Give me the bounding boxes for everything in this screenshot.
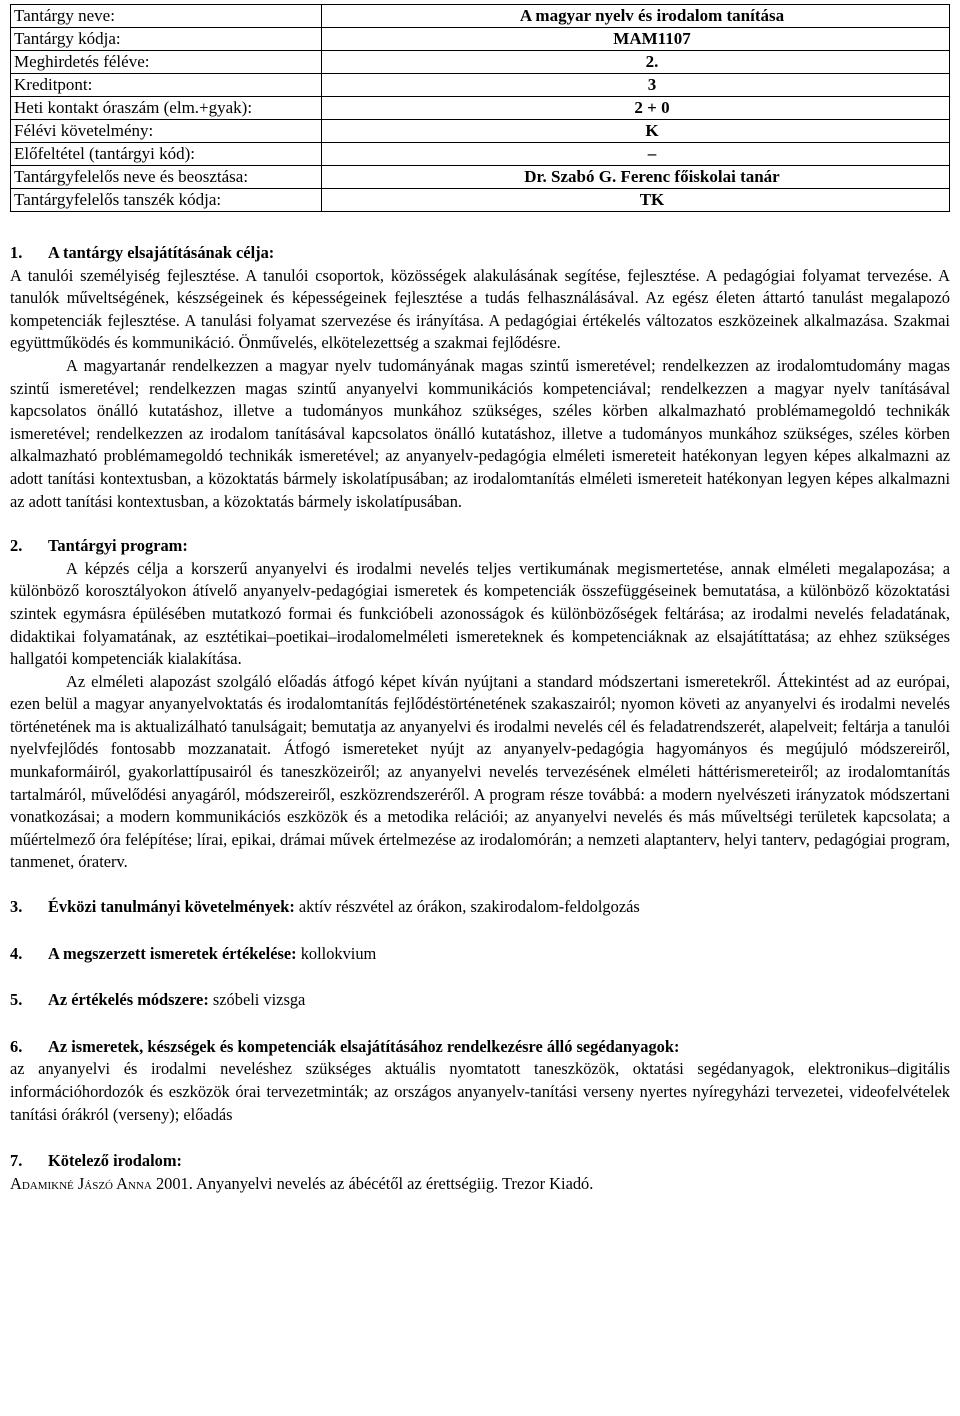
- info-value: –: [322, 143, 950, 166]
- info-value: K: [322, 120, 950, 143]
- info-value: A magyar nyelv és irodalom tanítása: [322, 5, 950, 28]
- info-row: [11, 51, 950, 74]
- section-evaluation: [10, 943, 950, 966]
- section-number: 6.: [10, 1036, 23, 1056]
- section-title: Az ismeretek, készségek és kompetenciák elsajátításához rendelkezésre álló segédanyagok:: [48, 1036, 680, 1056]
- section-title: A tantárgy elsajátításának célja:: [48, 243, 275, 262]
- section-program: [10, 535, 950, 874]
- info-row: [11, 189, 950, 212]
- document-page: [10, 4, 950, 1195]
- section-title: A megszerzett ismeretek értékelése:: [48, 943, 297, 963]
- info-value: MAM1107: [322, 28, 950, 51]
- paragraph: A képzés célja a korszerű anyanyelvi és irodalmi nevelés teljes vertikumának megismertetése, annak elméleti megalapozása; a különböző korosztályokon átívelő anyanyelv-pedagógiai ismeretek és kompetenciák összefüggéseinek bemutatása, a különböző közoktatási szintek egymásra épülésében mutatkozó formai és funkcióbeli azonosságok és különbözőségek feltárása; az irodalmi nevelés feladatának, didaktikai folyamatának, az esztétikai–poetikai–irodalomelméleti ismereteknek és kompetenciáknak az elsajátíttatása; az ehhez szükséges hallgatói kompetenciák kialakítása.: [10, 558, 950, 669]
- section-number: 2.: [10, 536, 23, 556]
- info-row: [11, 28, 950, 51]
- paragraph: Az elméleti alapozást szolgáló előadás átfogó képet kíván nyújtani a standard módszertani ismeretekről. Áttekintést ad az európai, ezen belül a magyar anyanyelvoktatás és irodalomtanítás fejlődéstörténetének szakaszairól; nyomon követi az anyanyelvi és irodalmi nevelés történetének ma is aktualizálható tanulságait; bemutatja az anyanyelvi és irodalmi nevelés cél és feladatrendszerét, alapelveit; feltárja a tanulói nyelvfejlődés fontosabb mozzanatait. Átfogó ismereteket nyújt az anyanyelv-pedagógia hagyományos és megújuló módszereiről, munkaformáiról, gyakorlattípusairól és taneszközeiről; az anyanyelvi nevelés tervezésének elméleti háttérismereteiről; az irodalomtanítás tartalmáról, művelődési anyagáról, módszereiről, eszközrendszeréről. A program része továbbá: a modern nyelvészeti irányzatok módszertani vonatkozásai; a modern kommunikációs eszközök és a metodika relációi; az anyanyelvi nevelés és más műveltségi területek kapcsolata; a műértelmező óra felépítése; lírai, epikai, drámai művek értelmezése az irodalomórán; a nemzeti alaptanterv, helyi tanterv, pedagógiai program, tanmenet, óraterv.: [10, 671, 950, 872]
- info-value: 3: [322, 74, 950, 97]
- info-value: TK: [322, 189, 950, 212]
- info-label: Tantárgyfelelős tanszék kódja:: [11, 189, 322, 212]
- section-title: Az értékelés módszere:: [48, 990, 209, 1010]
- info-row: [11, 97, 950, 120]
- section-goals: [10, 242, 950, 513]
- section-heading: [10, 535, 950, 558]
- section-text: kollokvium: [296, 943, 377, 963]
- info-row: [11, 166, 950, 189]
- section-number: 7.: [10, 1151, 23, 1171]
- section-number: 5.: [10, 990, 23, 1010]
- info-label: Tantárgyfelelős neve és beosztása:: [11, 166, 322, 189]
- section-heading: [10, 1150, 950, 1173]
- section-text: szóbeli vizsga: [208, 990, 306, 1010]
- info-row: [11, 120, 950, 143]
- citation-author: Adamikné Jászó Anna: [10, 1173, 152, 1193]
- citation-text: 2001. Anyanyelvi nevelés az ábécétől az érettségiig. Trezor Kiadó.: [151, 1173, 594, 1193]
- info-row: [11, 5, 950, 28]
- section-materials: [10, 1036, 950, 1126]
- section-heading: [10, 242, 950, 265]
- info-label: Kreditpont:: [11, 74, 322, 97]
- info-value: 2 + 0: [322, 97, 950, 120]
- section-evaluation-method: [10, 989, 950, 1012]
- section-heading: [10, 1036, 950, 1059]
- section-literature: [10, 1150, 950, 1195]
- info-value: 2.: [322, 51, 950, 74]
- info-label: Tantárgy neve:: [11, 5, 322, 28]
- section-text: aktív részvétel az órákon, szakirodalom-feldolgozás: [294, 897, 640, 917]
- section-number: 4.: [10, 943, 23, 963]
- info-label: Meghirdetés féléve:: [11, 51, 322, 74]
- section-title: Évközi tanulmányi követelmények:: [48, 897, 295, 917]
- section-title: Kötelező irodalom:: [48, 1151, 182, 1171]
- section-requirements: [10, 896, 950, 919]
- info-row: [11, 143, 950, 166]
- paragraph: az anyanyelvi és irodalmi neveléshez szükséges aktuális nyomtatott taneszközök, oktatási segédanyagok, elektronikus–digitális információhordozók és eszközök órai tervezetminták; az országos anyanyelv-tanítási verseny nyertes nyíregyházi tervezetei, videofelvételek tanítási órákról (verseny); előadás: [10, 1059, 950, 1124]
- section-number: 3.: [10, 897, 23, 917]
- paragraph: A magyartanár rendelkezzen a magyar nyelv tudományának magas szintű ismeretével; rendelkezzen az irodalomtudomány magas szintű ismeretével; rendelkezzen magas szintű anyanyelvi kommunikációs kompetenciával; rendelkezzen a magyar nyelv tanításával kapcsolatos önálló kutatáshoz, illetve a tudományos munkához szükséges, széles körben alkalmazható problémamegoldó technikák ismeretével; rendelkezzen az irodalom tanításával kapcsolatos önálló kutatáshoz, illetve a tudományos munkához szükséges, széles körben alkalmazható problémamegoldó technikák ismeretével; az anyanyelv-pedagógia elméleti ismereteit hatékonyan legyen képes alkalmazni az adott tanítási kontextusban, a közoktatás bármely iskolatípusában; az irodalomtanítás elméleti ismereteit hatékonyan legyen képes alkalmazni az adott tanítási kontextusban, a közoktatás bármely iskolatípusában.: [10, 355, 950, 511]
- info-label: Előfeltétel (tantárgyi kód):: [11, 143, 322, 166]
- info-label: Tantárgy kódja:: [11, 28, 322, 51]
- course-info-table: [10, 4, 950, 212]
- info-value: Dr. Szabó G. Ferenc főiskolai tanár: [322, 166, 950, 189]
- section-number: 1.: [10, 243, 23, 262]
- section-title: Tantárgyi program:: [48, 536, 188, 556]
- info-row: [11, 74, 950, 97]
- citation: [10, 1173, 950, 1196]
- paragraph: A tanulói személyiség fejlesztése. A tanulói csoportok, közösségek alakulásának segítése, fejlesztése. A pedagógiai folyamat tervezése. A tanulók műveltségének, készségeinek és képességeinek fejlesztése a tudás felhasználásával. Az egész életen áttartó tanulást megalapozó kompetenciák fejlesztése. A tanulási folyamat szervezése és irányítása. A pedagógiai értékelés változatos eszközeinek alkalmazása. Szakmai együttműködés és kommunikáció. Önművelés, elkötelezettség a szakmai fejlődésre.: [10, 265, 950, 353]
- info-label: Heti kontakt óraszám (elm.+gyak):: [11, 97, 322, 120]
- info-label: Félévi követelmény:: [11, 120, 322, 143]
